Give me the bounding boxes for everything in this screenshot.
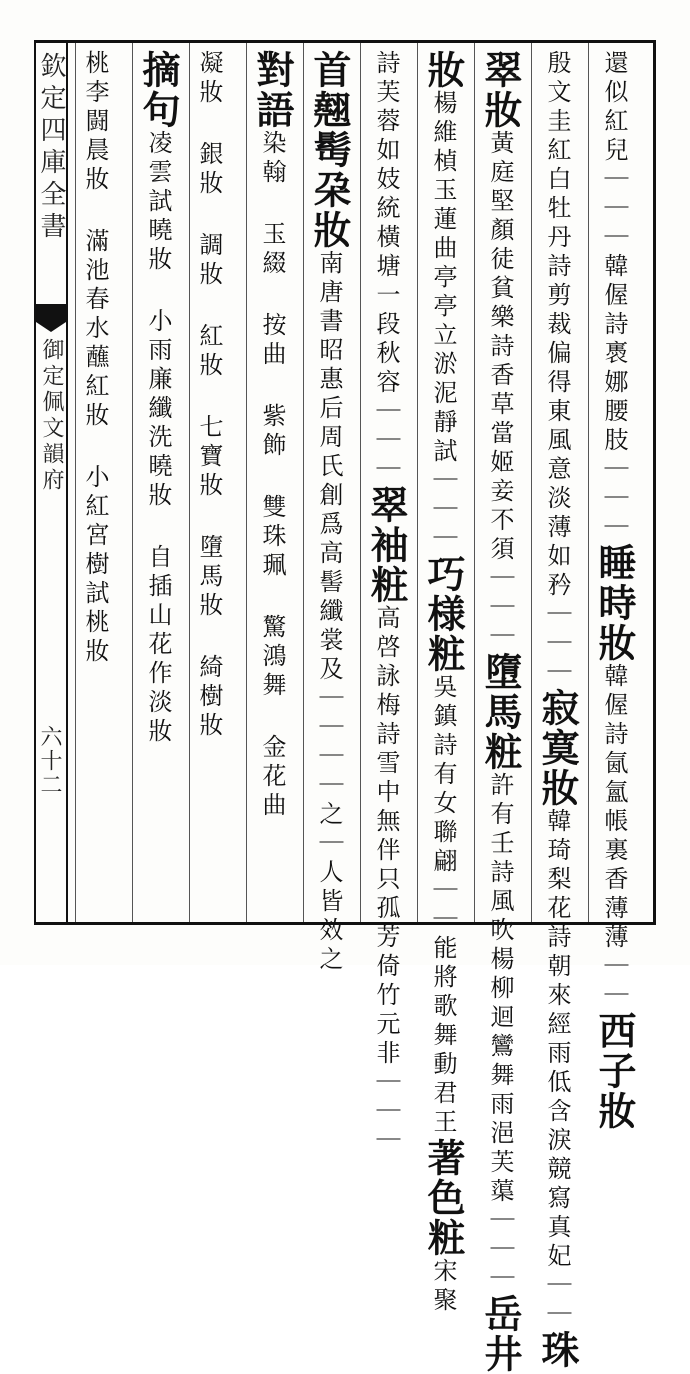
entry-heading: 墮馬粧 — [478, 652, 523, 772]
text-column — [82, 50, 109, 910]
entry-heading: 珠 — [535, 1330, 580, 1370]
frame-top-border — [34, 40, 656, 43]
entry-heading: 首翹髩朶妝 — [307, 50, 352, 250]
text-column — [478, 50, 523, 1374]
text-column — [535, 50, 580, 1370]
entry-text: 許有壬詩風吹楊柳迴鸞舞雨浥芙蕖｜｜｜ — [486, 772, 514, 1294]
entry-text: 染翰 玉綴 按曲 紫飾 雙珠珮 驚鴻舞 金花曲 — [258, 130, 286, 821]
text-column — [421, 50, 466, 1316]
entry-text: 詩芙蓉如妓統橫塘一段秋容｜｜｜ — [372, 50, 400, 485]
column-divider — [417, 43, 418, 922]
entry-heading: 翠袖粧 — [364, 485, 409, 605]
entry-text: 殷文圭紅白牡丹詩剪裁偏得東風意淡薄如矜｜｜｜ — [543, 50, 571, 688]
entry-heading: 西子妝 — [592, 1011, 637, 1131]
text-column — [136, 50, 181, 910]
column-divider — [246, 43, 247, 922]
book-title: 欽定四庫全書 — [36, 52, 66, 244]
entry-text: 黃庭堅顏徒貧樂詩香草當姬妾不須｜｜｜ — [486, 130, 514, 652]
entry-text: 楊維楨玉蓮曲亭亭立淤泥靜試｜｜｜ — [429, 90, 457, 554]
column-divider — [474, 43, 475, 922]
column-divider — [75, 43, 76, 922]
entry-text: 桃李闘晨妝 滿池春水蘸紅妝 小紅宮樹試桃妝 — [81, 50, 109, 667]
page-number: 六十二 — [37, 725, 62, 797]
column-divider — [360, 43, 361, 922]
entry-text: 韓偓詩氤氳帳裏香薄薄｜｜ — [600, 663, 628, 1011]
entry-text: 凝妝 銀妝 調妝 紅妝 七寶妝 墮馬妝 綺樹妝 — [195, 50, 223, 741]
entry-heading: 寂寞妝 — [535, 688, 580, 808]
entry-text: 高啓詠梅詩雪中無伴只孤芳倚竹元非｜｜｜ — [372, 605, 400, 1156]
text-column — [307, 50, 352, 975]
fish-tail-notch — [36, 322, 66, 332]
entry-text: 凌雲試曉妝 小雨廉纖洗曉妝 自插山花作淡妝 — [144, 130, 172, 747]
column-divider — [531, 43, 532, 922]
entry-heading: 睡時妝 — [592, 543, 637, 663]
column-divider — [132, 43, 133, 922]
entry-heading: 巧様粧 — [421, 554, 466, 674]
entry-heading: 對語 — [250, 50, 295, 130]
text-column — [250, 50, 295, 910]
column-divider — [189, 43, 190, 922]
entry-heading: 摘句 — [136, 50, 181, 130]
frame-right-border — [653, 40, 656, 925]
entry-text: 吳鎮詩有女聯翩｜｜能將歌舞動君王 — [429, 674, 457, 1138]
entry-text: 南唐書昭惠后周氏創爲高髻纖裳及｜｜｜｜之｜人皆效之 — [315, 250, 343, 975]
text-column — [196, 50, 223, 910]
text-column — [364, 50, 409, 1156]
entry-text: 韓琦梨花詩朝來經雨低含淚競寫真妃｜｜ — [543, 808, 571, 1330]
entry-heading: 岳井 — [478, 1294, 523, 1374]
entry-text: 宋聚 — [429, 1258, 457, 1316]
margin-rule — [66, 40, 68, 925]
entry-heading: 著色粧 — [421, 1138, 466, 1258]
entry-text: 還似紅兒｜｜｜韓偓詩褭娜腰肢｜｜｜ — [600, 50, 628, 543]
section-title: 御定佩文韻府 — [39, 338, 64, 494]
column-divider — [303, 43, 304, 922]
column-divider — [588, 43, 589, 922]
entry-heading: 妝 — [421, 50, 466, 90]
text-column — [592, 50, 637, 1131]
entry-heading: 翠妝 — [478, 50, 523, 130]
